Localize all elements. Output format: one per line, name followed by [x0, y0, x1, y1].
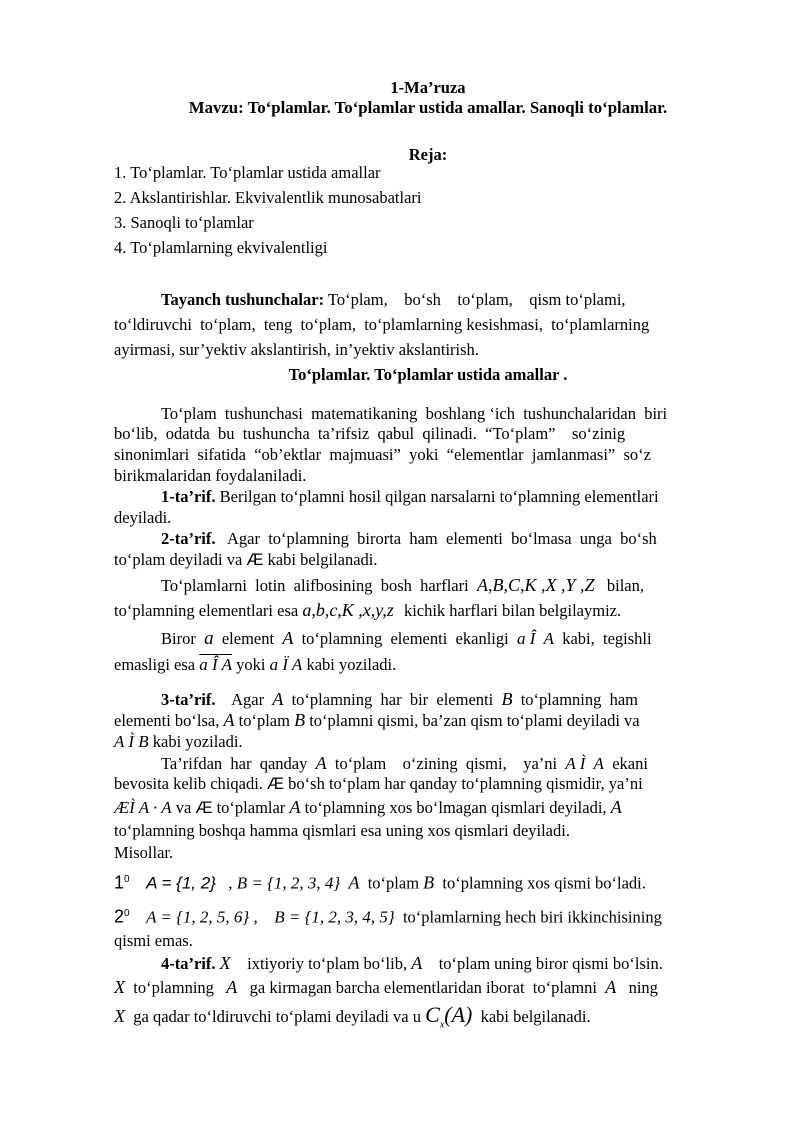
example-2-line-2: qismi emas.	[114, 931, 193, 950]
intro-line-4: birikmalaridan foydalaniladi.	[114, 466, 307, 485]
notation-line-1: To‘plamlarni lotin alifbosining bosh harflari A,B,C,K ,X ,Y ,Z bilan,	[161, 575, 644, 595]
not-element-formula-2: a Ï A	[269, 655, 303, 674]
keywords-line-3: ayirmasi, sur’yektiv akslantirish, in’yektiv akslantirish.	[114, 340, 479, 359]
def4-label: 4-ta’rif.	[161, 954, 216, 973]
def2-line-1: 2-ta’rif. Agar to‘plamning birorta ham elementi bo‘lmasa unga bo‘sh	[161, 529, 657, 548]
not-element-formula-1: a Î A	[199, 655, 232, 674]
empty-set-symbol: Æ	[267, 774, 285, 793]
lecture-topic: Mavzu: To‘plamlar. To‘plamlar ustida amallar. Sanoqli to‘plamlar.	[188, 98, 668, 117]
plan-item-3: 3. Sanoqli to‘plamlar	[114, 213, 254, 232]
example-2-set-A: A = {1, 2, 5, 6} ,	[146, 907, 258, 927]
remark-line-4: to‘plamning boshqa hamma qismlari esa uning xos qismlari deyiladi.	[114, 821, 570, 840]
notation-line-4: emasligi esa a Î A yoki a Ï A kabi yoziladi.	[114, 655, 397, 674]
def3-line-3: A Ì B kabi yoziladi.	[114, 732, 243, 751]
example-1-set-A: A = {1, 2}	[146, 873, 216, 893]
notation-line-3: Biror a element A to‘plamning elementi ekanligi a Î A kabi, tegishli	[161, 628, 652, 649]
remark-line-3: ÆÌ A · A va Æ to‘plamlar A to‘plamning xos bo‘lmagan qismlari deyiladi, A	[114, 797, 622, 817]
def2-label: 2-ta’rif.	[161, 529, 216, 548]
improper-subsets-formula: ÆÌ A · A	[114, 798, 172, 817]
example-2: $2^0$ A = {1, 2, 5, 6} , B = {1, 2, 3, 4, 5} to‘plamlarning hech biri ikkinchisining	[114, 906, 662, 927]
intro-line-3: sinonimlari sifatida “ob’ektlar majmuasi” yoki “elementlar jamlanmasi” so‘z	[114, 445, 651, 464]
subset-formula: A Ì B	[114, 732, 149, 751]
complement-formula: $C_x(A)$	[425, 1002, 473, 1031]
plan-title: Reja:	[408, 145, 448, 164]
keywords-line-1: Tayanch tushunchalar: To‘plam, bo‘sh to‘plam, qism to‘plami,	[161, 290, 626, 309]
def3-label: 3-ta’rif.	[161, 690, 216, 709]
keywords-line-2: to‘ldiruvchi to‘plam, teng to‘plam, to‘plamlarning kesishmasi, to‘plamlarning	[114, 315, 650, 334]
def1-label: 1-ta’rif.	[161, 487, 216, 506]
intro-line-1: To‘plam tushunchasi matematikaning boshlang ‘ich tushunchalaridan biri	[161, 404, 668, 423]
section-title: To‘plamlar. To‘plamlar ustida amallar .	[288, 365, 568, 384]
remark-line-1: Ta’rifdan har qanday A to‘plam o‘zining qismi, ya’ni A Ì A ekani	[161, 753, 648, 773]
plan-item-1: 1. To‘plamlar. To‘plamlar ustida amallar	[114, 163, 381, 182]
remark-line-2: bevosita kelib chiqadi. Æ bo‘sh to‘plam har qanday to‘plamning qismidir, ya’ni	[114, 774, 643, 793]
lecture-number: 1-Ma’ruza	[390, 78, 466, 97]
empty-set-symbol: Æ	[195, 798, 213, 817]
notation-line-2: to‘plamning elementlari esa a,b,c,K ,x,y,z kichik harflari bilan belgilaymiz.	[114, 600, 622, 620]
def1-line-1: 1-ta’rif. Berilgan to‘plamni hosil qilgan narsalarni to‘plamning elementlari	[161, 487, 659, 506]
def1-line-2: deyiladi.	[114, 508, 172, 527]
lowercase-letters-formula: a,b,c,K ,x,y,z	[302, 600, 394, 620]
examples-title: Misollar.	[114, 843, 174, 862]
def2-line-2: to‘plam deyiladi va Æ kabi belgilanadi.	[114, 550, 378, 569]
empty-set-symbol: Æ	[246, 550, 264, 569]
plan-item-4: 4. To‘plamlarning ekvivalentligi	[114, 238, 328, 257]
example-1: $1^0$ A = {1, 2} , B = {1, 2, 3, 4} A to‘plam B to‘plamning xos qismi bo‘ladi.	[114, 872, 646, 893]
def4-line-3: X ga qadar to‘ldiruvchi to‘plami deyiladi va u $C_x(A)$ kabi belgilanadi.	[114, 1002, 591, 1031]
uppercase-letters-formula: A,B,C,K ,X ,Y ,Z	[476, 575, 595, 595]
example-1-set-B: , B = {1, 2, 3, 4}	[228, 873, 341, 893]
def4-line-1: 4-ta’rif. X ixtiyoriy to‘plam bo‘lib, A to‘plam uning biror qismi bo‘lsin.	[161, 953, 663, 973]
def3-line-1: 3-ta’rif. Agar A to‘plamning har bir elementi B to‘plamning ham	[161, 689, 639, 709]
def3-line-2: elementi bo‘lsa, A to‘plam B to‘plamni qismi, ba’zan qism to‘plami deyiladi va	[114, 710, 640, 730]
plan-item-2: 2. Akslantirishlar. Ekvivalentlik munosabatlari	[114, 188, 422, 207]
keywords-label: Tayanch tushunchalar:	[161, 290, 325, 309]
def4-line-2: X to‘plamning A ga kirmagan barcha elementlaridan iborat to‘plamni A ning	[114, 977, 658, 997]
example-2-set-B: B = {1, 2, 3, 4, 5}	[274, 907, 395, 927]
intro-line-2: bo‘lib, odatda bu tushuncha ta’rifsiz qabul qilinadi. “To‘plam” so‘zinig	[114, 424, 626, 443]
element-of-formula: a Î A	[516, 629, 554, 648]
self-subset-formula: A Ì A	[565, 754, 604, 773]
